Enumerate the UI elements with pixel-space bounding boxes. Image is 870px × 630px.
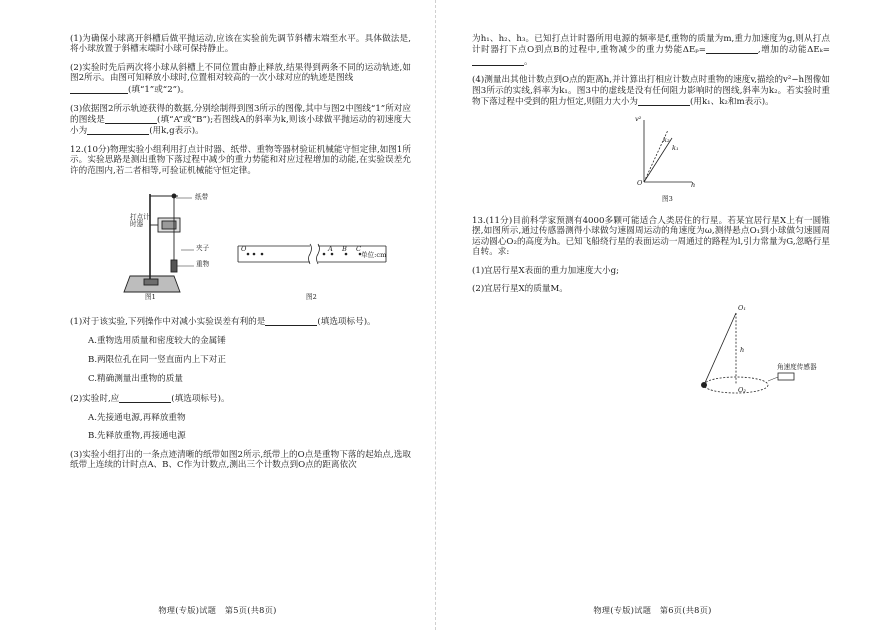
answer-blank[interactable] — [119, 393, 171, 403]
page-6 — [435, 0, 870, 630]
fig2-point-o: O — [241, 245, 247, 254]
answer-blank[interactable] — [472, 56, 524, 66]
fig2-point-a: A — [328, 245, 333, 254]
fig3-origin: O — [637, 178, 643, 187]
q11-part2-tail: (填“1”或“2”)。 — [128, 84, 189, 95]
fig1-caption: 图1 — [145, 293, 156, 302]
q12-part2-text: (2)实验时,应 — [70, 393, 120, 404]
q12-part2 — [70, 393, 411, 404]
fig1-clamp-label: 夹子 — [196, 244, 210, 253]
q12-part3-cont-mid: ,增加的动能ΔEₖ= — [757, 45, 830, 56]
sensor-label: 角速度传感器 — [777, 363, 817, 372]
q12-part4-tail: (用k₁、k₂和m表示)。 — [690, 97, 774, 108]
q12-1-option-b: B.两限位孔在同一竖直面内上下对正 — [88, 355, 226, 366]
page-footer: 物理(专版)试题 第6页(共8页) — [593, 605, 712, 616]
answer-blank[interactable] — [87, 125, 149, 135]
fig2-point-c: C — [356, 245, 362, 254]
o1-label: O₁ — [738, 304, 747, 313]
fig2-caption: 图2 — [306, 293, 317, 302]
q12-part1 — [70, 316, 411, 327]
q12-part1-tail: (填选项标号)。 — [317, 317, 376, 328]
q12-figures — [70, 184, 411, 306]
q12-stem: 12.(10分)物理实验小组利用打点计时器、纸带、重物等器材验证机械能守恒定律,如图1所示。实验思路是测出重物下落过程中减少的重力势能和对应过程增加的动能,在实验误差允许的范围内,若二者相等,可验证机械能守恒定律。 — [70, 145, 411, 176]
fig2-point-b: B — [342, 245, 347, 254]
q12-1-option-a: A.重物选用质量和密度较大的金属锤 — [88, 336, 226, 347]
fig1-timer-label: 打点计时器 — [130, 213, 150, 229]
figure-conical-pendulum — [472, 303, 830, 413]
q11-part3-mid: (填“A”或“B”);若图线A的斜率为k,则该小球做平抛运动的初速度大小为 — [70, 114, 411, 137]
q11-part3-tail: (用k,g表示)。 — [149, 126, 204, 137]
q12-part3: (3)实验小组打出的一条点迹清晰的纸带如图2所示,纸带上的O点是重物下落的起始点,选取纸带上连续的计时点A、B、C作为计数点,测出三个计数点到O点的距离依次 — [70, 450, 411, 471]
answer-blank[interactable] — [638, 96, 690, 106]
page-footer: 物理(专版)试题 第5页(共8页) — [158, 605, 277, 616]
fig2-unit: 单位:cm — [361, 251, 387, 260]
q13-part2: (2)宜居行星X的质量M。 — [472, 284, 568, 295]
q11-part3-text: (3)依据图2所示轨迹获得的数据,分别绘制得到图3所示的图像,其中与图2中图线“1”所对应的图线是 — [70, 103, 411, 125]
q12-part3-cont — [472, 34, 830, 67]
q11-part3 — [70, 104, 411, 137]
o2-label: O₂ — [738, 386, 747, 395]
fig3-xlabel: h — [691, 180, 696, 189]
q12-part4 — [472, 75, 830, 107]
q11-part2 — [70, 63, 411, 95]
fig1-paper-label: 纸带 — [195, 193, 209, 202]
fig3-caption: 图3 — [662, 194, 673, 203]
fig3-ylabel: v² — [635, 114, 642, 123]
q12-part2-tail: (填选项标号)。 — [171, 393, 230, 404]
q12-part1-text: (1)对于该实验,下列操作中对减小实验误差有利的是 — [70, 317, 266, 328]
q13-part1: (1)宜居行星X表面的重力加速度大小g; — [472, 265, 620, 276]
answer-blank[interactable] — [105, 114, 157, 124]
q12-part3-cont-text: 为h₁、h₂、h₃。已知打点计时器所用电源的频率是f,重物的质量为m,重力加速度为g,则从打点计时器打下点O到点B的过程中,重物减少的重力势能ΔEₚ= — [472, 34, 830, 56]
fig1-weight-label: 重物 — [196, 260, 210, 269]
q12-2-option-a: A.先接通电源,再释放重物 — [88, 412, 186, 423]
h-label: h — [740, 346, 745, 355]
q12-part3-cont-tail: 。 — [524, 56, 533, 67]
answer-blank[interactable] — [706, 44, 758, 54]
answer-blank[interactable] — [265, 316, 317, 326]
q13-stem: 13.(11分)目前科学家预测有4000多颗可能适合人类居住的行星。若某宜居行星X上有一圆锥摆,如图所示,通过传感器测得小球做匀速圆周运动的角速度为ω,测得悬点O₁到小球做匀速圆周运动圆心O₂的高度为h。已知飞船绕行星的表面运动一周通过的路程为l,引力常量为G,忽略行星自转。求: — [472, 215, 830, 257]
answer-blank[interactable] — [70, 84, 128, 94]
q11-part2-text: (2)实验时先后两次将小球从斜槽上不同位置由静止释放,结果得到两条不同的运动轨迹,如图2所示。由图可知释放小球时,位置相对较高的一次小球对应的轨迹是图线 — [70, 63, 411, 84]
figure-3 — [472, 116, 830, 208]
figure-1-apparatus — [124, 194, 194, 292]
q11-part1: (1)为确保小球离开斜槽后做平抛运动,应该在实验前先调节斜槽末端至水平。具体做法是,将小球放置于斜槽末端时小球可保持静止。 — [70, 34, 411, 55]
conical-pendulum-diagram — [692, 303, 862, 413]
q12-1-option-c: C.精确测量出重物的质量 — [88, 373, 183, 384]
fig3-k1: k₁ — [672, 143, 679, 152]
q12-part4-text: (4)测量出其他计数点到O点的距离h,并计算出打相应计数点时重物的速度v,描绘的v²−h图像如图3所示的实线,斜率为k₁。图3中的虚线是没有任何阻力影响时的图线,斜率为k₂。若实验时重物下落过程中受到的阻力恒定,则阻力大小为 — [472, 75, 830, 108]
fig3-k2: k₂ — [663, 135, 670, 144]
q12-2-option-b: B.先释放重物,再接通电源 — [88, 431, 186, 442]
